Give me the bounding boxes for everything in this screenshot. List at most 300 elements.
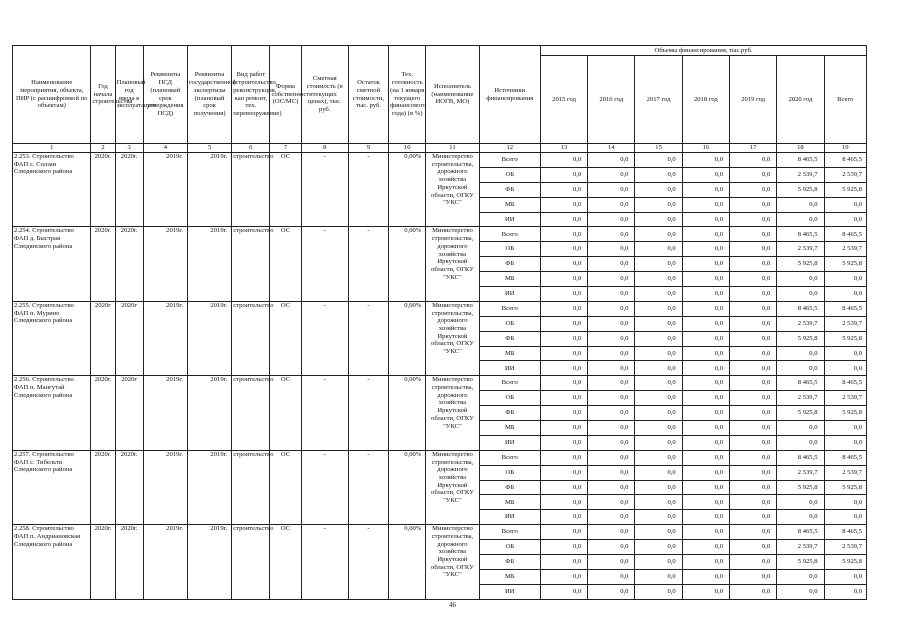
table-row — [13, 450, 867, 465]
funding-value: 0,0 — [777, 510, 824, 525]
funding-value: 0,0 — [540, 510, 587, 525]
funding-value: 2 539,7 — [777, 242, 824, 257]
funding-value: 0,0 — [777, 346, 824, 361]
column-number: 11 — [426, 144, 479, 153]
funding-value: 0,0 — [682, 316, 729, 331]
header-year-2015: 2015 год — [540, 56, 587, 144]
funding-source: ФБ — [479, 480, 540, 495]
work-type: строительство — [232, 227, 270, 301]
funding-value: 0,0 — [777, 495, 824, 510]
funding-value: 8 465,5 — [824, 525, 866, 540]
funding-value: 0,0 — [730, 540, 777, 555]
funding-value: 0,0 — [682, 435, 729, 450]
funding-value: 0,0 — [730, 242, 777, 257]
expertise-date: 2019г. — [187, 525, 231, 599]
funding-value: 0,0 — [730, 495, 777, 510]
funding-value: 0,0 — [730, 301, 777, 316]
column-number: 8 — [301, 144, 348, 153]
expertise-date: 2019г. — [187, 227, 231, 301]
funding-value: 8 465,5 — [777, 525, 824, 540]
funding-value: 0,0 — [588, 406, 635, 421]
funding-value: 0,0 — [540, 391, 587, 406]
funding-value: 0,0 — [635, 242, 682, 257]
funding-value: 0,0 — [682, 197, 729, 212]
funding-value: 0,0 — [682, 406, 729, 421]
funding-value: 0,0 — [635, 525, 682, 540]
funding-value: 0,0 — [540, 316, 587, 331]
funding-value: 0,0 — [730, 569, 777, 584]
funding-value: 0,0 — [588, 242, 635, 257]
funding-value: 0,0 — [730, 510, 777, 525]
funding-source: МБ — [479, 569, 540, 584]
funding-value: 0,0 — [540, 287, 587, 302]
executor: Министерство строительства, дорожного хозяйства Иркутской области, ОГКУ "УКС" — [426, 227, 479, 301]
header-estimated-cost: Сметная стоимость (в текущих ценах), тыс. руб. — [301, 46, 348, 144]
readiness: 0,00% — [389, 153, 426, 227]
funding-value: 5 925,8 — [824, 480, 866, 495]
ownership: ОС — [270, 301, 301, 375]
estimated-cost: - — [301, 525, 348, 599]
psd-date: 2019г. — [143, 450, 187, 524]
funding-source: ИИ — [479, 287, 540, 302]
header-psd-requisites: Реквизиты ПСД (плановый срок утверждения ПСД) — [143, 46, 187, 144]
psd-date: 2019г. — [143, 525, 187, 599]
funding-value: 0,0 — [540, 569, 587, 584]
header-year-2020: 2020 год — [777, 56, 824, 144]
funding-value: 5 925,8 — [824, 406, 866, 421]
header-readiness: Тех. готовность (на 1 января текущего финансового года) (в %) — [389, 46, 426, 144]
funding-value: 0,0 — [730, 421, 777, 436]
funding-value: 0,0 — [824, 212, 866, 227]
funding-value: 2 539,7 — [824, 242, 866, 257]
funding-value: 0,0 — [682, 480, 729, 495]
header-executor: Исполнитель (наименование ИОГВ, МО) — [426, 46, 479, 144]
funding-value: 0,0 — [540, 495, 587, 510]
column-number: 18 — [777, 144, 824, 153]
funding-source: Всего — [479, 227, 540, 242]
funding-value: 0,0 — [777, 272, 824, 287]
funding-value: 0,0 — [540, 212, 587, 227]
project-name: 2.253. Строительство ФАП с. Солзан Слюдянского района — [13, 153, 91, 227]
funding-value: 0,0 — [682, 421, 729, 436]
header-year-2018: 2018 год — [682, 56, 729, 144]
funding-value: 0,0 — [730, 391, 777, 406]
funding-value: 0,0 — [730, 257, 777, 272]
funding-value: 0,0 — [682, 376, 729, 391]
executor: Министерство строительства, дорожного хозяйства Иркутской области, ОГКУ "УКС" — [426, 525, 479, 599]
readiness: 0,00% — [389, 301, 426, 375]
funding-value: 0,0 — [588, 212, 635, 227]
funding-value: 0,0 — [635, 167, 682, 182]
funding-value: 0,0 — [730, 346, 777, 361]
remaining-cost: - — [348, 376, 388, 450]
executor: Министерство строительства, дорожного хозяйства Иркутской области, ОГКУ "УКС" — [426, 301, 479, 375]
column-number: 17 — [730, 144, 777, 153]
funding-value: 0,0 — [682, 182, 729, 197]
funding-value: 0,0 — [588, 525, 635, 540]
estimated-cost: - — [301, 153, 348, 227]
header-sources: Источники финансирования — [479, 46, 540, 144]
funding-value: 2 539,7 — [777, 465, 824, 480]
funding-source: ОБ — [479, 316, 540, 331]
funding-value: 8 465,5 — [777, 153, 824, 168]
column-number: 9 — [348, 144, 388, 153]
start-year: 2020г. — [91, 227, 115, 301]
funding-value: 0,0 — [682, 242, 729, 257]
funding-value: 0,0 — [682, 391, 729, 406]
header-year-2019: 2019 год — [730, 56, 777, 144]
funding-value: 0,0 — [540, 555, 587, 570]
funding-value: 0,0 — [635, 346, 682, 361]
funding-value: 5 925,8 — [824, 182, 866, 197]
funding-value: 0,0 — [588, 584, 635, 599]
funding-value: 0,0 — [730, 406, 777, 421]
document-sheet — [12, 45, 867, 600]
funding-value: 0,0 — [635, 316, 682, 331]
funding-value: 0,0 — [540, 227, 587, 242]
funding-source: МБ — [479, 495, 540, 510]
funding-source: ИИ — [479, 584, 540, 599]
funding-value: 0,0 — [635, 480, 682, 495]
header-planned-year: Плановый год ввода в эксплуатацию — [115, 46, 143, 144]
funding-source: ФБ — [479, 406, 540, 421]
funding-value: 0,0 — [588, 361, 635, 376]
funding-source: ИИ — [479, 510, 540, 525]
funding-value: 0,0 — [824, 421, 866, 436]
funding-value: 0,0 — [540, 272, 587, 287]
funding-value: 5 925,8 — [824, 331, 866, 346]
ownership: ОС — [270, 525, 301, 599]
funding-source: Всего — [479, 525, 540, 540]
funding-value: 0,0 — [730, 182, 777, 197]
funding-source: Всего — [479, 301, 540, 316]
funding-value: 8 465,5 — [777, 376, 824, 391]
funding-source: МБ — [479, 272, 540, 287]
funding-value: 0,0 — [730, 227, 777, 242]
funding-value: 0,0 — [682, 346, 729, 361]
funding-value: 0,0 — [824, 346, 866, 361]
header-remaining-cost: Остаток сметной стоимости, тыс. руб. — [348, 46, 388, 144]
funding-value: 0,0 — [730, 272, 777, 287]
funding-value: 0,0 — [682, 584, 729, 599]
funding-source: МБ — [479, 421, 540, 436]
funding-source: Всего — [479, 376, 540, 391]
funding-value: 0,0 — [588, 346, 635, 361]
funding-value: 0,0 — [777, 361, 824, 376]
funding-value: 0,0 — [540, 361, 587, 376]
work-type: строительство — [232, 153, 270, 227]
funding-source: ОБ — [479, 167, 540, 182]
funding-value: 0,0 — [730, 480, 777, 495]
funding-value: 0,0 — [824, 495, 866, 510]
funding-value: 0,0 — [540, 153, 587, 168]
funding-source: Всего — [479, 450, 540, 465]
funding-value: 0,0 — [588, 287, 635, 302]
funding-value: 0,0 — [824, 569, 866, 584]
column-number: 2 — [91, 144, 115, 153]
planned-year: 2020г — [115, 301, 143, 375]
funding-value: 0,0 — [588, 569, 635, 584]
funding-value: 0,0 — [588, 197, 635, 212]
funding-source: ОБ — [479, 391, 540, 406]
funding-value: 5 925,8 — [777, 331, 824, 346]
funding-value: 0,0 — [588, 167, 635, 182]
funding-value: 0,0 — [730, 287, 777, 302]
funding-value: 0,0 — [730, 167, 777, 182]
funding-value: 0,0 — [635, 450, 682, 465]
funding-value: 0,0 — [588, 421, 635, 436]
funding-value: 0,0 — [540, 182, 587, 197]
funding-value: 0,0 — [777, 569, 824, 584]
start-year: 2020г — [91, 301, 115, 375]
funding-value: 0,0 — [777, 435, 824, 450]
funding-value: 0,0 — [635, 584, 682, 599]
funding-value: 0,0 — [730, 316, 777, 331]
project-name: 2.257. Строительство ФАП с. Тибельти Слюдянского района — [13, 450, 91, 524]
psd-date: 2019г. — [143, 153, 187, 227]
funding-value: 0,0 — [588, 435, 635, 450]
page-number: 46 — [449, 601, 456, 609]
funding-value: 5 925,8 — [777, 406, 824, 421]
project-name: 2.258. Строительство ФАП п. Андриановская Слюдянского района — [13, 525, 91, 599]
funding-value: 0,0 — [588, 555, 635, 570]
funding-value: 0,0 — [635, 391, 682, 406]
funding-value: 0,0 — [588, 153, 635, 168]
funding-value: 0,0 — [682, 227, 729, 242]
column-number: 7 — [270, 144, 301, 153]
funding-value: 0,0 — [540, 540, 587, 555]
funding-value: 0,0 — [635, 331, 682, 346]
funding-value: 0,0 — [588, 480, 635, 495]
funding-value: 0,0 — [588, 450, 635, 465]
table-row — [13, 376, 867, 391]
funding-value: 0,0 — [588, 495, 635, 510]
remaining-cost: - — [348, 153, 388, 227]
psd-date: 2019г. — [143, 301, 187, 375]
expertise-date: 2019г. — [187, 153, 231, 227]
funding-value: 0,0 — [635, 227, 682, 242]
funding-value: 0,0 — [540, 584, 587, 599]
funding-value: 0,0 — [682, 153, 729, 168]
financing-table — [12, 45, 867, 600]
funding-value: 0,0 — [540, 197, 587, 212]
funding-value: 0,0 — [682, 495, 729, 510]
funding-value: 2 539,7 — [824, 391, 866, 406]
funding-value: 8 465,5 — [777, 450, 824, 465]
funding-value: 0,0 — [777, 421, 824, 436]
executor: Министерство строительства, дорожного хозяйства Иркутской области, ОГКУ "УКС" — [426, 153, 479, 227]
column-number: 19 — [824, 144, 866, 153]
funding-source: ОБ — [479, 540, 540, 555]
executor: Министерство строительства, дорожного хозяйства Иркутской области, ОГКУ "УКС" — [426, 376, 479, 450]
funding-value: 0,0 — [730, 555, 777, 570]
funding-value: 2 539,7 — [777, 316, 824, 331]
planned-year: 2020г. — [115, 153, 143, 227]
header-state-expertise: Реквизиты государственной экспертизы (плановый срок получения) — [187, 46, 231, 144]
funding-value: 0,0 — [682, 569, 729, 584]
funding-value: 0,0 — [635, 153, 682, 168]
header-total: Всего — [824, 56, 866, 144]
funding-value: 2 539,7 — [777, 167, 824, 182]
funding-value: 0,0 — [635, 257, 682, 272]
funding-value: 0,0 — [777, 584, 824, 599]
column-number: 10 — [389, 144, 426, 153]
funding-value: 0,0 — [588, 227, 635, 242]
funding-value: 2 539,7 — [824, 540, 866, 555]
readiness: 0,00% — [389, 450, 426, 524]
column-number: 6 — [232, 144, 270, 153]
funding-value: 0,0 — [777, 212, 824, 227]
funding-value: 0,0 — [824, 361, 866, 376]
header-funding-title: Объемы финансирования, тыс.руб. — [540, 46, 866, 56]
estimated-cost: - — [301, 227, 348, 301]
funding-value: 8 465,5 — [777, 227, 824, 242]
funding-value: 0,0 — [730, 331, 777, 346]
funding-value: 0,0 — [730, 465, 777, 480]
readiness: 0,00% — [389, 376, 426, 450]
table-row — [13, 153, 867, 168]
funding-value: 0,0 — [540, 480, 587, 495]
funding-value: 0,0 — [540, 376, 587, 391]
funding-value: 0,0 — [540, 465, 587, 480]
funding-value: 0,0 — [824, 510, 866, 525]
funding-value: 0,0 — [588, 272, 635, 287]
funding-value: 0,0 — [588, 182, 635, 197]
funding-source: ИИ — [479, 361, 540, 376]
funding-value: 0,0 — [588, 510, 635, 525]
funding-value: 0,0 — [730, 450, 777, 465]
funding-value: 0,0 — [635, 287, 682, 302]
funding-value: 0,0 — [635, 212, 682, 227]
funding-value: 0,0 — [682, 555, 729, 570]
project-name: 2.256. Строительство ФАП п. Мангутай Слюдянского района — [13, 376, 91, 450]
funding-value: 0,0 — [682, 465, 729, 480]
column-number: 14 — [588, 144, 635, 153]
funding-value: 0,0 — [730, 153, 777, 168]
funding-value: 0,0 — [635, 182, 682, 197]
funding-value: 0,0 — [682, 450, 729, 465]
planned-year: 2020г. — [115, 227, 143, 301]
funding-value: 0,0 — [635, 555, 682, 570]
column-number: 12 — [479, 144, 540, 153]
funding-value: 2 539,7 — [824, 316, 866, 331]
funding-value: 0,0 — [682, 272, 729, 287]
funding-value: 8 465,5 — [824, 450, 866, 465]
funding-source: ФБ — [479, 257, 540, 272]
funding-value: 8 465,5 — [824, 227, 866, 242]
funding-value: 0,0 — [682, 301, 729, 316]
work-type: строительство — [232, 301, 270, 375]
funding-value: 0,0 — [635, 569, 682, 584]
column-number: 4 — [143, 144, 187, 153]
funding-value: 8 465,5 — [824, 301, 866, 316]
remaining-cost: - — [348, 450, 388, 524]
planned-year: 2020г — [115, 376, 143, 450]
column-number: 5 — [187, 144, 231, 153]
start-year: 2020г. — [91, 450, 115, 524]
start-year: 2020г. — [91, 525, 115, 599]
funding-value: 0,0 — [777, 197, 824, 212]
funding-value: 8 465,5 — [824, 153, 866, 168]
funding-value: 0,0 — [682, 167, 729, 182]
funding-value: 0,0 — [635, 510, 682, 525]
funding-value: 0,0 — [635, 272, 682, 287]
funding-value: 0,0 — [730, 584, 777, 599]
planned-year: 2020г. — [115, 525, 143, 599]
funding-source: ОБ — [479, 242, 540, 257]
column-number: 16 — [682, 144, 729, 153]
funding-value: 2 539,7 — [777, 540, 824, 555]
project-name: 2.254. Строительство ФАП д. Быстрая Слюдянского района — [13, 227, 91, 301]
work-type: строительство — [232, 525, 270, 599]
funding-value: 5 925,8 — [824, 257, 866, 272]
funding-value: 8 465,5 — [777, 301, 824, 316]
funding-source: ИИ — [479, 212, 540, 227]
funding-value: 0,0 — [588, 376, 635, 391]
funding-value: 0,0 — [730, 212, 777, 227]
funding-value: 0,0 — [588, 257, 635, 272]
start-year: 2020г. — [91, 153, 115, 227]
funding-value: 0,0 — [588, 316, 635, 331]
funding-value: 0,0 — [540, 301, 587, 316]
funding-value: 0,0 — [540, 406, 587, 421]
planned-year: 2020г. — [115, 450, 143, 524]
funding-source: МБ — [479, 346, 540, 361]
executor: Министерство строительства, дорожного хозяйства Иркутской области, ОГКУ "УКС" — [426, 450, 479, 524]
funding-source: ФБ — [479, 182, 540, 197]
funding-value: 0,0 — [588, 465, 635, 480]
funding-value: 8 465,5 — [824, 376, 866, 391]
ownership: ОС — [270, 153, 301, 227]
funding-value: 0,0 — [540, 450, 587, 465]
funding-value: 0,0 — [730, 361, 777, 376]
funding-value: 0,0 — [730, 435, 777, 450]
funding-value: 0,0 — [682, 510, 729, 525]
readiness: 0,00% — [389, 227, 426, 301]
psd-date: 2019г. — [143, 227, 187, 301]
column-number: 1 — [13, 144, 91, 153]
header-year-2016: 2016 год — [588, 56, 635, 144]
funding-source: ФБ — [479, 555, 540, 570]
funding-value: 0,0 — [540, 525, 587, 540]
funding-value: 0,0 — [540, 242, 587, 257]
table-row — [13, 227, 867, 242]
expertise-date: 2019г. — [187, 376, 231, 450]
funding-value: 0,0 — [540, 346, 587, 361]
column-number-row — [13, 144, 867, 153]
header-year-2017: 2017 год — [635, 56, 682, 144]
funding-value: 0,0 — [824, 435, 866, 450]
funding-value: 0,0 — [635, 376, 682, 391]
start-year: 2020г. — [91, 376, 115, 450]
funding-value: 2 539,7 — [824, 167, 866, 182]
funding-value: 0,0 — [730, 376, 777, 391]
funding-value: 0,0 — [635, 540, 682, 555]
remaining-cost: - — [348, 227, 388, 301]
funding-value: 0,0 — [777, 287, 824, 302]
funding-value: 0,0 — [588, 540, 635, 555]
work-type: строительство — [232, 450, 270, 524]
header-start-year: Год начала строительства — [91, 46, 115, 144]
funding-value: 0,0 — [588, 331, 635, 346]
work-type: строительство — [232, 376, 270, 450]
header-ownership: Форма собственности (ОС/МС) — [270, 46, 301, 144]
funding-value: 0,0 — [682, 257, 729, 272]
funding-value: 5 925,8 — [777, 257, 824, 272]
funding-value: 0,0 — [682, 361, 729, 376]
ownership: ОС — [270, 450, 301, 524]
funding-source: ОБ — [479, 465, 540, 480]
